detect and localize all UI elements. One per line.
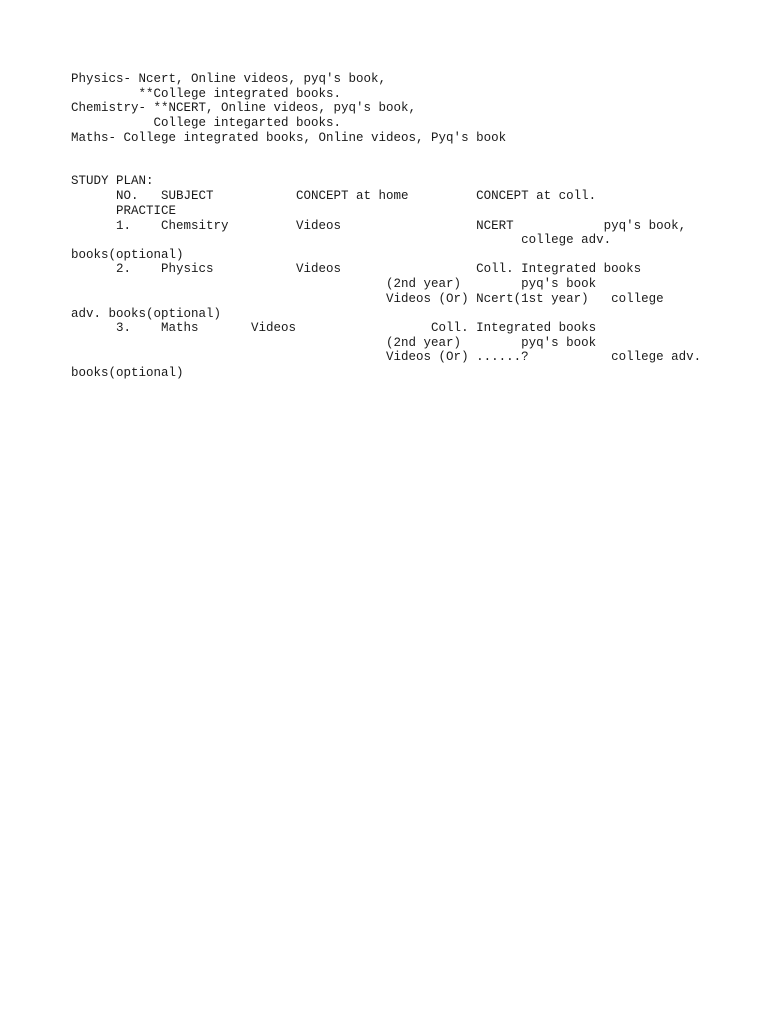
resources-chemistry-continued: College integarted books. [71, 116, 342, 130]
study-plan-header-continued: PRACTICE [71, 204, 177, 218]
study-plan-row-chemistry: 1. Chemsitry Videos NCERT pyq's book, [71, 219, 687, 233]
study-plan-header-row: NO. SUBJECT CONCEPT at home CONCEPT at coll. [71, 189, 597, 203]
resources-physics-continued: **College integrated books. [71, 87, 342, 101]
study-plan-heading: STUDY PLAN: [71, 174, 154, 188]
study-plan-row-maths-cont-2: Videos (Or) ......? college adv. [71, 350, 702, 364]
study-plan-row-physics: 2. Physics Videos Coll. Integrated books [71, 262, 642, 276]
resources-physics-line: Physics- Ncert, Online videos, pyq's book, [71, 72, 387, 86]
study-plan-row-physics-cont-2: Videos (Or) Ncert(1st year) college [71, 292, 664, 306]
study-plan-row-maths: 3. Maths Videos Coll. Integrated books [71, 321, 597, 335]
study-plan-row-physics-wrap: adv. books(optional) [71, 307, 222, 321]
study-plan-row-chemistry-wrap: books(optional) [71, 248, 184, 262]
study-plan-row-maths-wrap: books(optional) [71, 366, 184, 380]
study-plan-row-maths-cont-1: (2nd year) pyq's book [71, 336, 597, 350]
study-plan-row-physics-cont-1: (2nd year) pyq's book [71, 277, 597, 291]
resources-chemistry-line: Chemistry- **NCERT, Online videos, pyq's book, [71, 101, 417, 115]
study-plan-row-chemistry-cont: college adv. [71, 233, 612, 247]
resources-maths-line: Maths- College integrated books, Online videos, Pyq's book [71, 131, 507, 145]
